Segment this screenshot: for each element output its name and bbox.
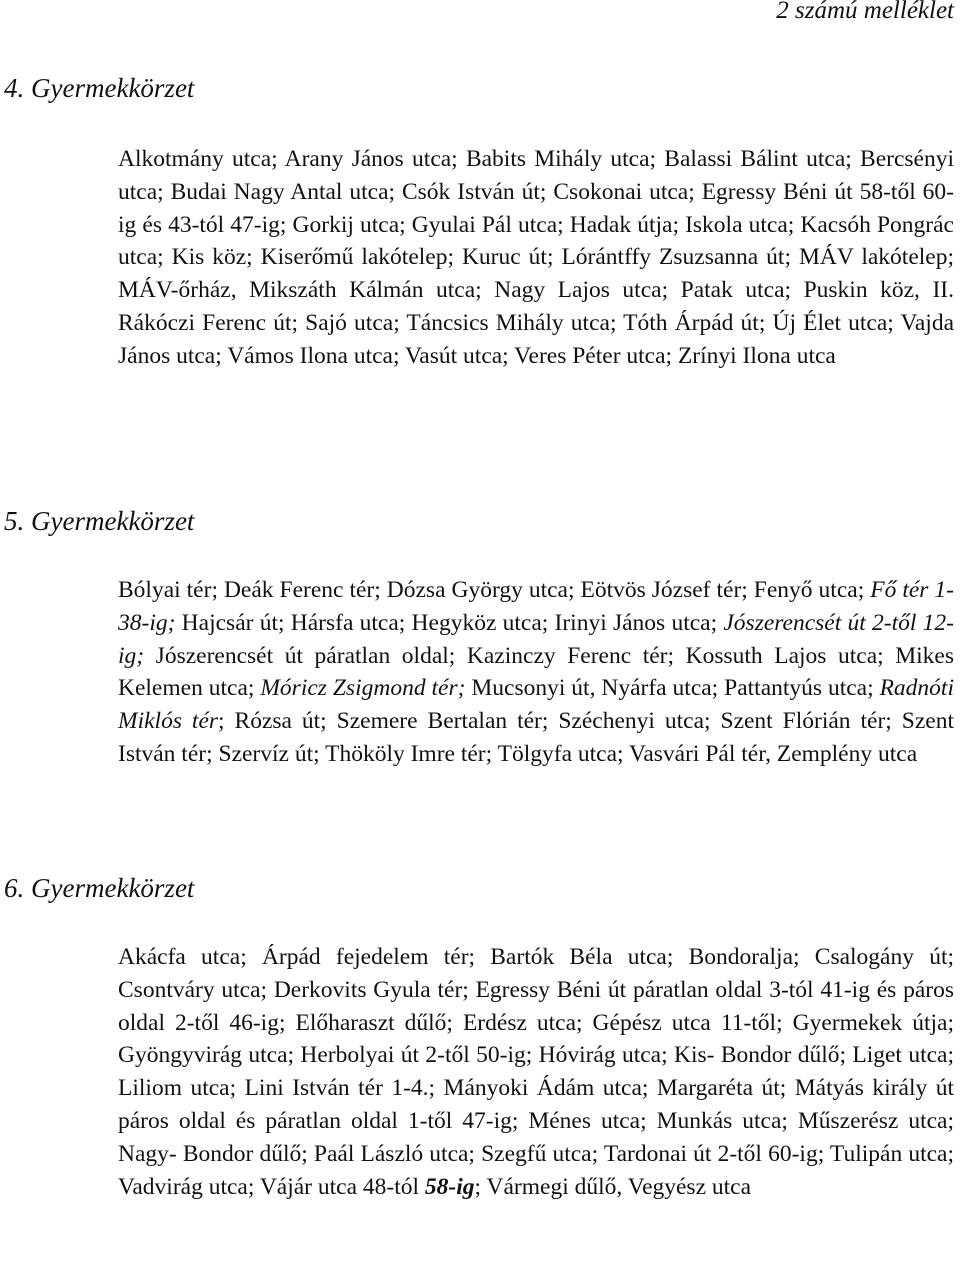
street-list-4 [118,143,954,373]
text-run: Mucsonyi út, Nyárfa utca; Pattantyús utca; [465,675,880,702]
street-list-6 [118,941,954,1203]
street-list-5 [118,574,954,771]
section-heading-4: 4. Gyermekkörzet [4,73,195,103]
text-run: ; Rózsa út; Szemere Bertalan tér; Széchenyi utca; Szent Flórián tér; Szent István tér; Szervíz út; Thököly Imre tér; Tölgyfa utca; Vasvári Pál tér, Zemplény utca [118,708,954,767]
text-run: Jószerencsét út páratlan oldal; Kazinczy Ferenc tér; Kossuth Lajos utca; Mikes Kelemen utca; [118,642,954,702]
section-heading-6: 6. Gyermekkörzet [4,873,195,903]
text-run: Akácfa utca; Árpád fejedelem tér; Bartók Béla utca; Bondoralja; Csalogány út; Csontváry utca; Derkovits Gyula tér; Egressy Béni út páratlan oldal 3-tól 41-ig és páros oldal 2-től 46-ig; Előharaszt dűlő; Erdész utca; Gépész utca 11-től; Gyermekek útja; Gyöngyvirág utca; Herbolyai út 2-től 50-ig; Hóvirág utca; Kis- Bondor dűlő; Liget utca; Liliom utca; Lini István tér 1-4.; Mányoki Ádám utca; Margaréta út; Mátyás király út páros oldal és páratlan oldal 1-től 47-ig; Ménes utca; Munkás utca; Műszerész utca; Nagy- Bondor dűlő; Paál László utca; Szegfű utca; Tardonai út 2-től 60-ig; Tulipán utca; Vadvirág utca; Vájár utca 48-tól [118,944,954,1200]
text-run: Jószerencsét út 2-től 12-ig; [118,609,954,669]
text-run: Hajcsár út; Hársfa utca; Hegyköz utca; Irinyi János utca; [175,609,724,636]
annex-label: 2 számú melléklet [776,0,954,24]
text-run: 58-ig [424,1173,475,1200]
text-run: Alkotmány utca; Arany János utca; Babits Mihály utca; Balassi Bálint utca; Bercsényi utca; Budai Nagy Antal utca; Csók István út; Csokonai utca; Egressy Béni út 58-től 60-ig és 43-tól 47-ig; Gorkij utca; Gyulai Pál utca; Hadak útja; Iskola utca; Kacsóh Pongrác utca; Kis köz; Kiserőmű lakótelep; Kuruc út; Lórántffy Zsuzsanna út; MÁV lakótelep; MÁV-őrház, Mikszáth Kálmán utca; Nagy Lajos utca; Patak utca; Puskin köz, II. Rákóczi Ferenc út; Sajó utca; Táncsics Mihály utca; Tóth Árpád út; Új Élet utca; Vajda János utca; Vámos Ilona utca; Vasút utca; Veres Péter utca; Zrínyi Ilona utca [118,146,954,369]
section-heading-5: 5. Gyermekkörzet [4,506,195,536]
text-run: Bólyai tér; Deák Ferenc tér; Dózsa György utca; Eötvös József tér; Fenyő utca; [118,577,871,603]
text-run: ; Vármegi dűlő, Vegyész utca [474,1173,752,1200]
text-run: Móricz Zsigmond tér; [260,675,466,702]
text-run: Fő tér 1-38-ig; [118,577,954,636]
text-run: Radnóti Miklós tér [118,675,954,735]
